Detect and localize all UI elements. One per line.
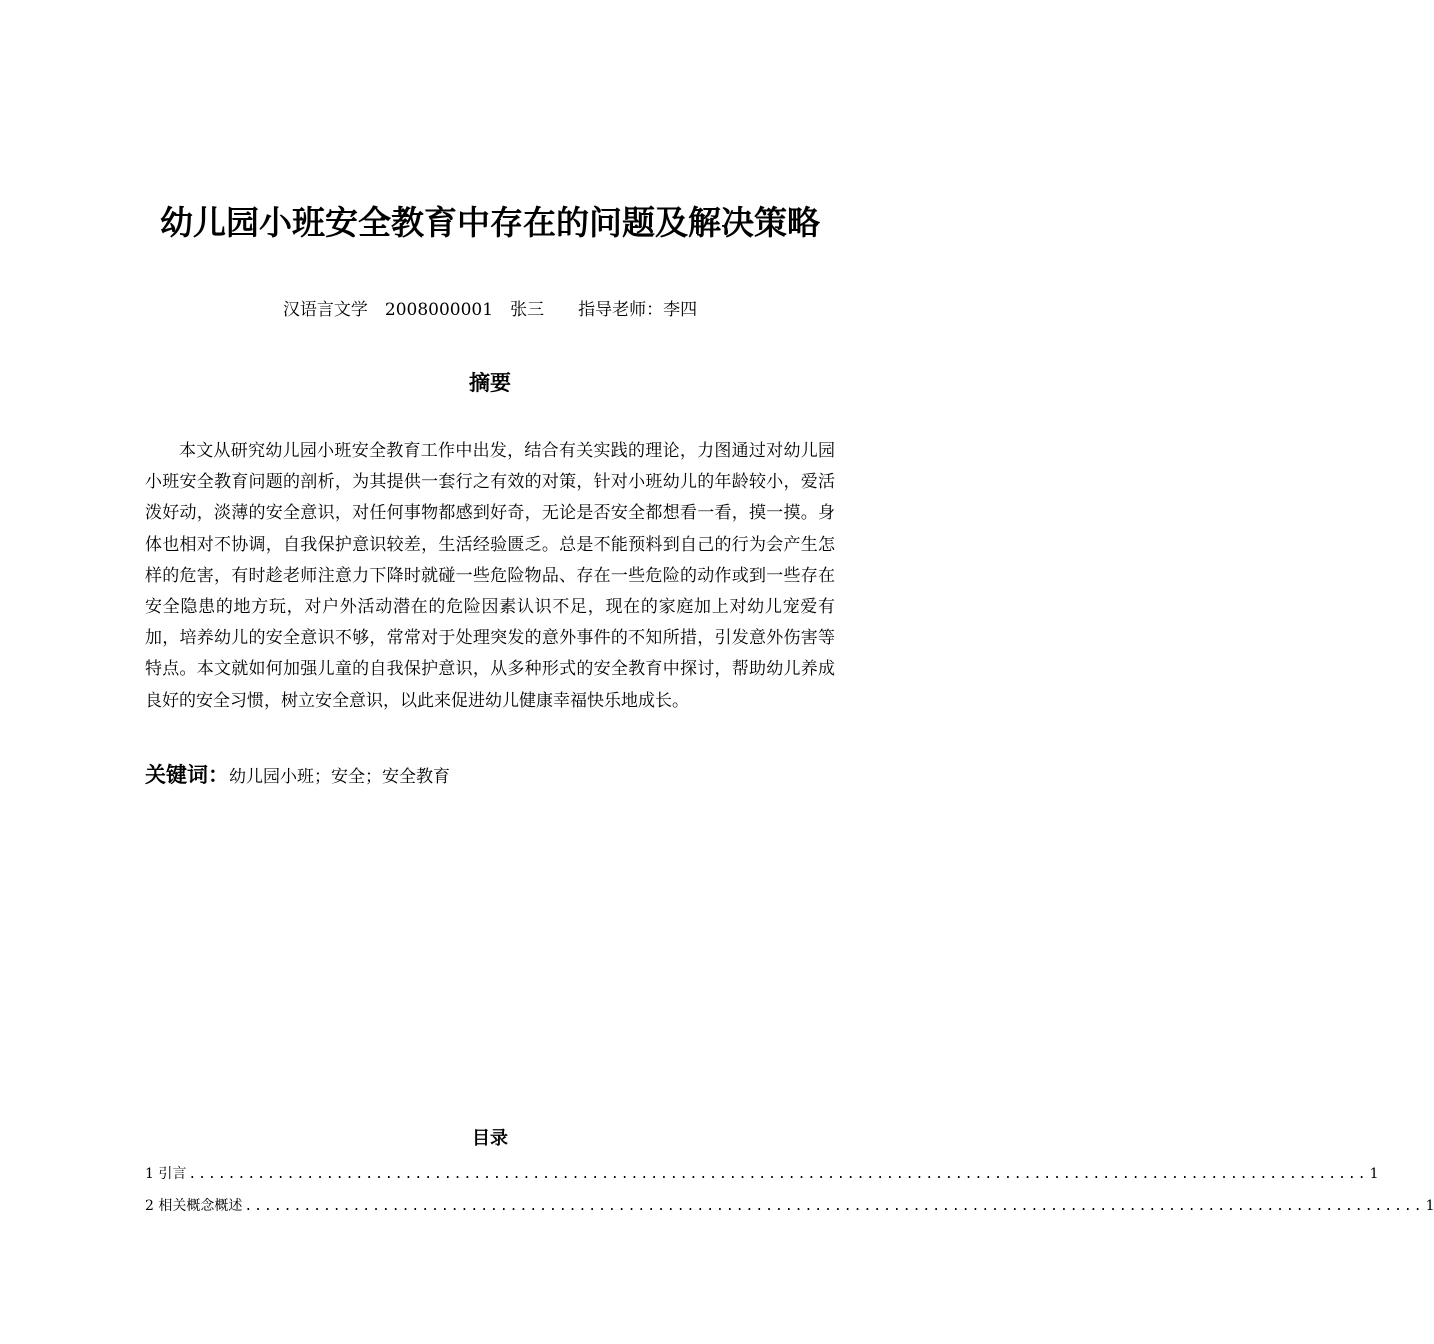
toc-entry[interactable] [145,1192,1434,1224]
document-title: 幼儿园小班安全教育中存在的问题及解决策略 [160,203,820,242]
toc-leader-dots: ........................................................................................................................ [188,1167,1368,1182]
toc-entry-page: 1 [1369,1166,1379,1182]
keywords-label: 关键词： [145,763,229,787]
toc-entry[interactable] [145,1160,1379,1192]
toc-entry-page: 1 [1425,1198,1434,1214]
abstract-heading: 摘要 [469,371,511,395]
toc-leader-dots: ........................................................................................................................ [244,1199,1424,1214]
keywords-value: 幼儿园小班；安全；安全教育 [229,767,450,787]
toc-entry-title: 1 引言 [145,1166,187,1182]
keywords-line [145,760,835,792]
abstract-body: 本文从研究幼儿园小班安全教育工作中出发，结合有关实践的理论，力图通过对幼儿园小班安全教育问题的剖析，为其提供一套行之有效的对策，针对小班幼儿的年龄较小，爱活泼好动，淡薄的安全意识，对任何事物都感到好奇，无论是否安全都想看一看，摸一摸。身体也相对不协调，自我保护意识较差，生活经验匮乏。总是不能预料到自己的行为会产生怎样的危害，有时趁老师注意力下降时就碰一些危险物品、存在一些危险的动作或到一些存在安全隐患的地方玩，对户外活动潜在的危险因素认识不足，现在的家庭加上对幼儿宠爱有加，培养幼儿的安全意识不够，常常对于处理突发的意外事件的不知所措，引发意外伤害等特点。本文就如何加强儿童的自我保护意识，从多种形式的安全教育中探讨，帮助幼儿养成良好的安全习惯，树立安全意识，以此来促进幼儿健康幸福快乐地成长。 [145,441,835,711]
table-of-contents [145,1160,1434,1224]
toc-entry-title: 2 相关概念概述 [145,1198,243,1214]
author-info: 汉语言文学 2008000001 张三 指导老师：李四 [282,300,698,320]
toc-heading: 目录 [472,1128,508,1149]
